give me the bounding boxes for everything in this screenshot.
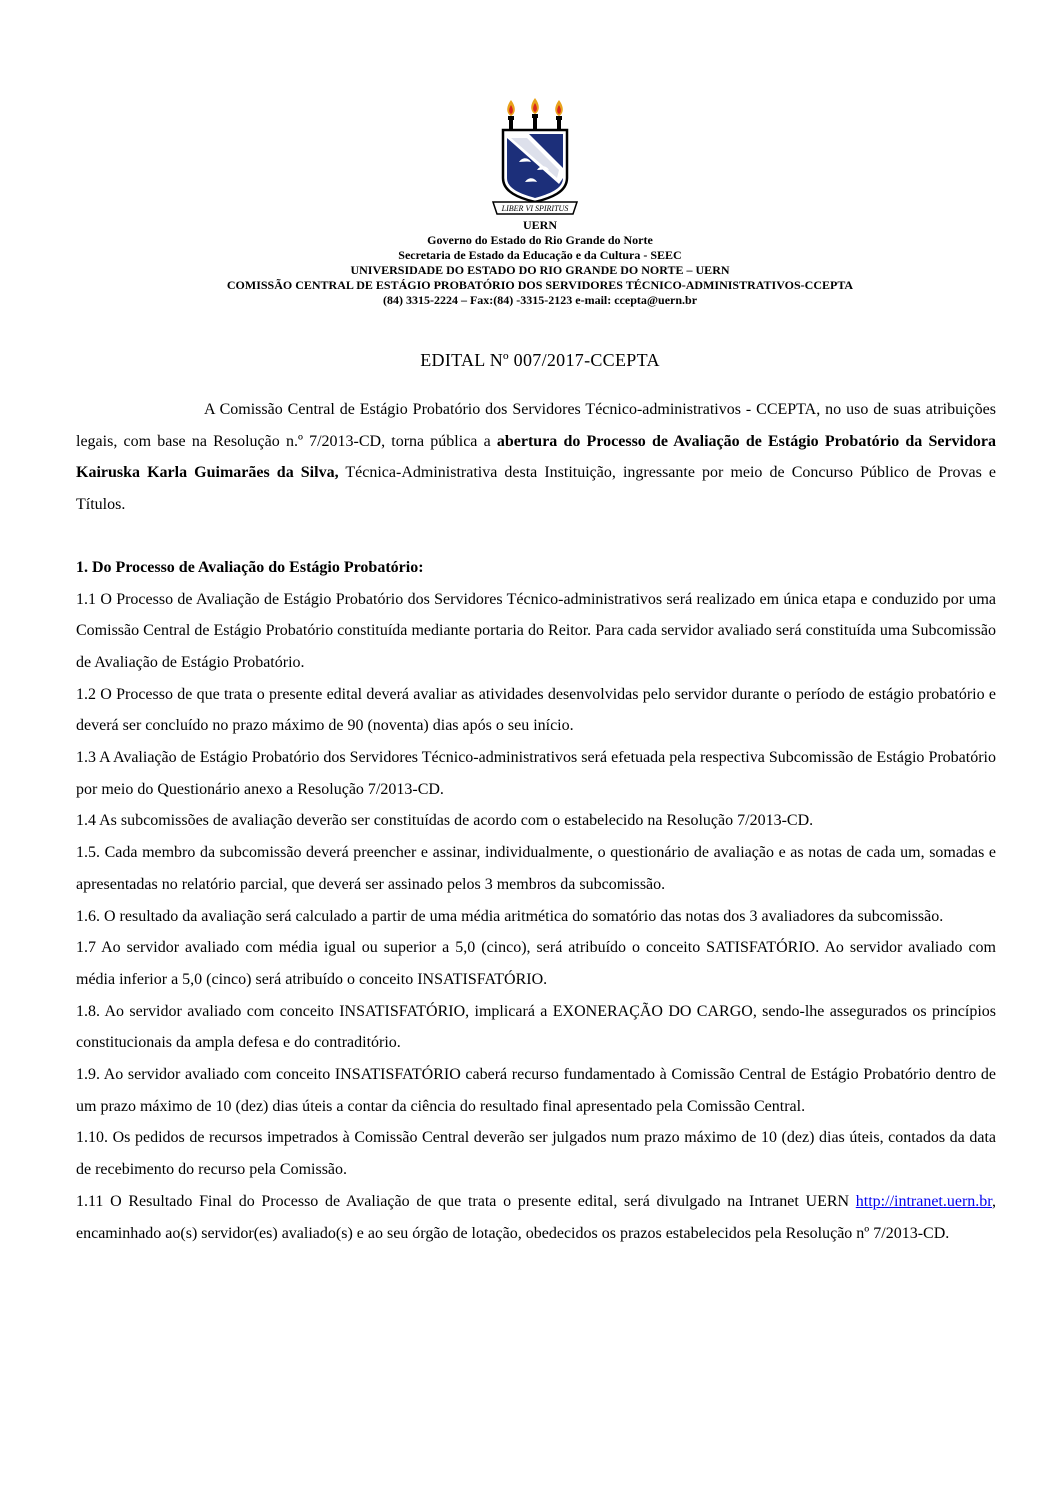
item-1-8: 1.8. Ao servidor avaliado com conceito INSATISFATÓRIO, implicará a EXONERAÇÃO DO CARGO, sendo-lhe assegurados os princípios constitucionais da ampla defesa e do contraditório. xyxy=(76,1002,996,1052)
document-body xyxy=(76,394,996,1249)
logo-motto: LIBER VI SPIRITUS xyxy=(501,204,569,213)
intro-bold-text: abertura do Processo de Avaliação de Estágio Probatório da Servidora Kairuska Karla Guimarães da Silva, xyxy=(76,432,997,482)
item-1-7: 1.7 Ao servidor avaliado com média igual ou superior a 5,0 (cinco), será atribuído o conceito SATISFATÓRIO. Ao servidor avaliado com média inferior a 5,0 (cinco) será atribuído o conceito INSATISFATÓRIO. xyxy=(76,939,996,988)
torch-right-icon xyxy=(555,100,563,130)
document-title: EDITAL Nº 007/2017-CCEPTA xyxy=(420,350,660,370)
letterhead-line-6: (84) 3315-2224 – Fax:(84) -3315-2123 e-mail: ccepta@uern.br xyxy=(382,293,698,307)
letterhead-line-5: COMISSÃO CENTRAL DE ESTÁGIO PROBATÓRIO DOS SERVIDORES TÉCNICO-ADMINISTRATIVOS-CCEPTA xyxy=(226,278,854,292)
letterhead-line-3: Secretaria de Estado da Educação e da Cultura - SEEC xyxy=(398,248,682,262)
uern-coat-of-arms-icon xyxy=(489,98,581,218)
torch-left-icon xyxy=(507,100,515,130)
letterhead-line-4: UNIVERSIDADE DO ESTADO DO RIO GRANDE DO NORTE – UERN xyxy=(350,263,730,277)
intro-paragraph xyxy=(76,394,996,521)
item-1-11-text-1: 1.11 O Resultado Final do Processo de Avaliação de que trata o presente edital, será divulgado na Intranet UERN xyxy=(76,1192,856,1210)
intro-text-2: Técnica-Administrativa desta Instituição, ingressante por meio de Concurso Público de Provas e Títulos. xyxy=(76,464,996,514)
section-title: 1. Do Processo de Avaliação do Estágio Probatório: xyxy=(76,558,424,576)
torch-center-icon xyxy=(531,98,539,130)
letterhead xyxy=(60,218,1020,308)
intranet-link[interactable]: http://intranet.uern.br xyxy=(855,1192,992,1210)
item-1-2: 1.2 O Processo de que trata o presente edital deverá avaliar as atividades desenvolvidas pelo servidor durante o período de estágio probatório e deverá ser concluído no prazo máximo de 90 (noventa) dias após o seu início. xyxy=(76,685,996,735)
item-1-10: 1.10. Os pedidos de recursos impetrados à Comissão Central deverão ser julgados num prazo máximo de 10 (dez) dias úteis, contados da data de recebimento do recurso pela Comissão. xyxy=(76,1129,996,1179)
item-1-6: 1.6. O resultado da avaliação será calculado a partir de uma média aritmética do somatório das notas dos 3 avaliadores da subcomissão. xyxy=(76,907,944,925)
item-1-5: 1.5. Cada membro da subcomissão deverá preencher e assinar, individualmente, o questionário de avaliação e as notas de cada um, somadas e apresentadas no relatório parcial, que deverá ser assinado pelos 3 membros da subcomissão. xyxy=(76,844,996,893)
item-1-3: 1.3 A Avaliação de Estágio Probatório dos Servidores Técnico-administrativos será efetuada pela respectiva Subcomissão de Estágio Probatório por meio do Questionário anexo a Resolução 7/2013-CD. xyxy=(76,749,996,798)
item-1-11-text-2: , encaminhado ao(s) servidor(es) avaliado(s) e ao seu órgão de lotação, obedecidos os prazos estabelecidos pela Resolução nº 7/2013-CD. xyxy=(76,1192,996,1242)
intro-text-1: A Comissão Central de Estágio Probatório dos Servidores Técnico-administrativos - CCEPTA, no uso de suas atribuições legais, com base na Resolução n.º 7/2013-CD, torna pública a xyxy=(76,401,996,450)
item-1-4: 1.4 As subcomissões de avaliação deverão ser constituídas de acordo com o estabelecido na Resolução 7/2013-CD. xyxy=(76,812,814,830)
letterhead-line-2: Governo do Estado do Rio Grande do Norte xyxy=(427,233,653,247)
letterhead-line-1: UERN xyxy=(522,218,557,232)
item-1-11 xyxy=(76,1186,996,1249)
item-1-1: 1.1 O Processo de Avaliação de Estágio Probatório dos Servidores Técnico-administrativos será realizado em única etapa e conduzido por uma Comissão Central de Estágio Probatório constituída mediante portaria do Reitor. Para cada servidor avaliado será constituída uma Subcomissão de Avaliação de Estágio Probatório. xyxy=(76,590,996,671)
item-1-9: 1.9. Ao servidor avaliado com conceito INSATISFATÓRIO caberá recurso fundamentado à Comissão Central de Estágio Probatório dentro de um prazo máximo de 10 (dez) dias úteis a contar da ciência do resultado final apresentado pela Comissão Central. xyxy=(76,1066,996,1115)
